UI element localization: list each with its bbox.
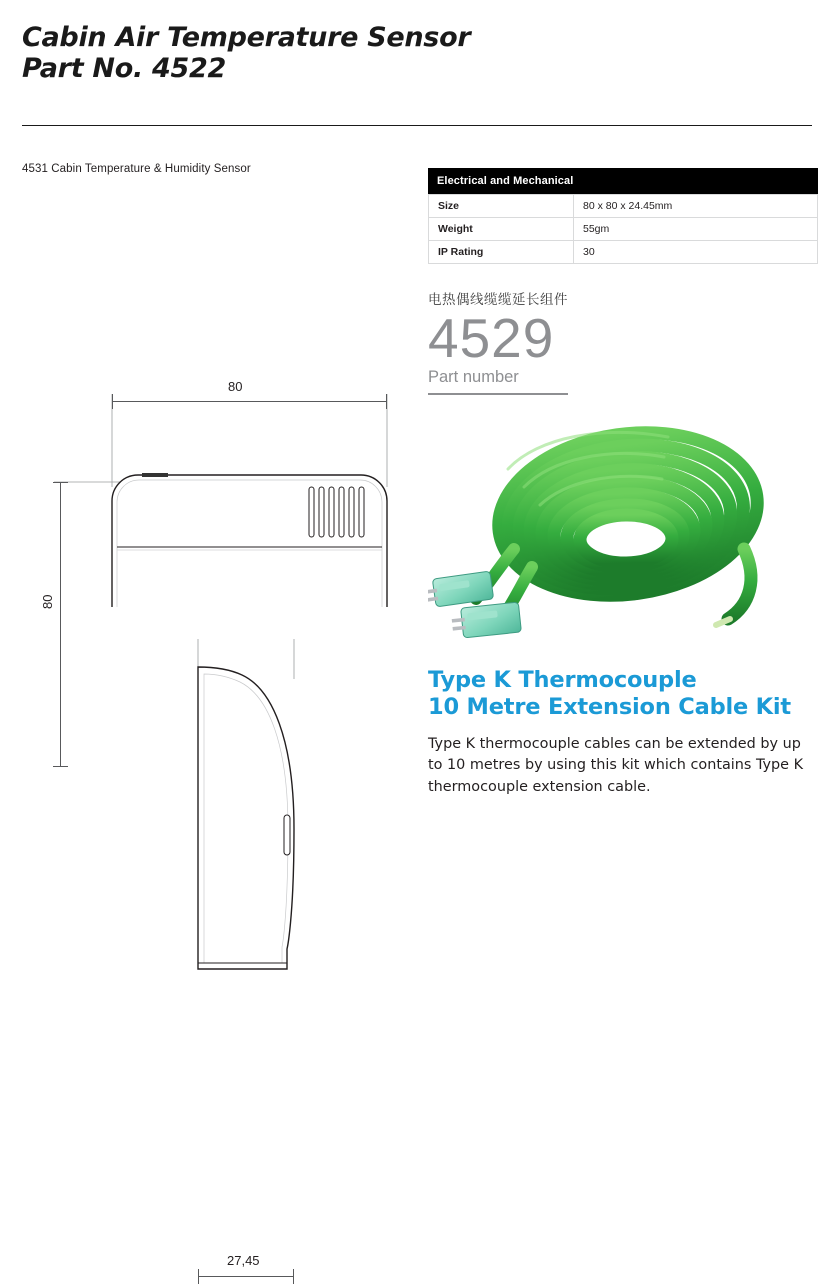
- depth-dimension-line: [198, 1276, 294, 1277]
- part-number-block: [428, 288, 818, 395]
- depth-dimension-label: 27,45: [227, 1253, 260, 1268]
- width-dimension-label: 80: [228, 379, 243, 394]
- thermocouple-connector-1: [428, 571, 494, 607]
- part-number-value: 4529: [428, 307, 555, 369]
- product-heading-line-2: 10 Metre Extension Cable Kit: [428, 693, 791, 720]
- cable-coil-illustration: [428, 409, 818, 659]
- table-row: [429, 218, 818, 241]
- spec-value-ip-rating: 30: [574, 241, 818, 264]
- spec-table: [428, 168, 818, 264]
- side-view-drawing: [22, 619, 412, 1268]
- part-number-caption: Part number: [428, 368, 519, 386]
- spec-label-weight: Weight: [429, 218, 574, 241]
- product-heading-line-1: Type K Thermocouple: [428, 666, 697, 693]
- header-divider: [22, 125, 812, 126]
- spec-value-size: 80 x 80 x 24.45mm: [574, 195, 818, 218]
- thermocouple-connector-2: [452, 602, 522, 638]
- front-view-svg: [22, 187, 412, 607]
- spec-label-size: Size: [429, 195, 574, 218]
- part-chinese-label: 电热偶线缆缆延长组件: [428, 292, 568, 308]
- product-description: Type K thermocouple cables can be extended by up to 10 metres by using this kit which contains Type K thermocouple extension cable.: [428, 735, 804, 795]
- product-photo: [428, 409, 818, 659]
- side-view-svg: [22, 619, 412, 1019]
- drawings-column: [22, 163, 412, 1268]
- product-copy-block: [428, 667, 818, 799]
- page-title-line-1: Cabin Air Temperature Sensor: [22, 22, 471, 53]
- width-dimension-line: [112, 401, 387, 402]
- height-dimension-label: 80: [40, 594, 55, 609]
- drawing-caption: 4531 Cabin Temperature & Humidity Sensor: [22, 163, 251, 175]
- right-column: [428, 168, 818, 798]
- page-title: [22, 22, 812, 84]
- front-view-drawing: [22, 187, 412, 607]
- part-number-underline: [428, 393, 568, 395]
- page-title-line-2: Part No. 4522: [22, 53, 226, 84]
- table-row: [429, 241, 818, 264]
- table-row: [429, 195, 818, 218]
- spec-value-weight: 55gm: [574, 218, 818, 241]
- spec-table-caption: Electrical and Mechanical: [428, 168, 818, 194]
- spec-label-ip-rating: IP Rating: [429, 241, 574, 264]
